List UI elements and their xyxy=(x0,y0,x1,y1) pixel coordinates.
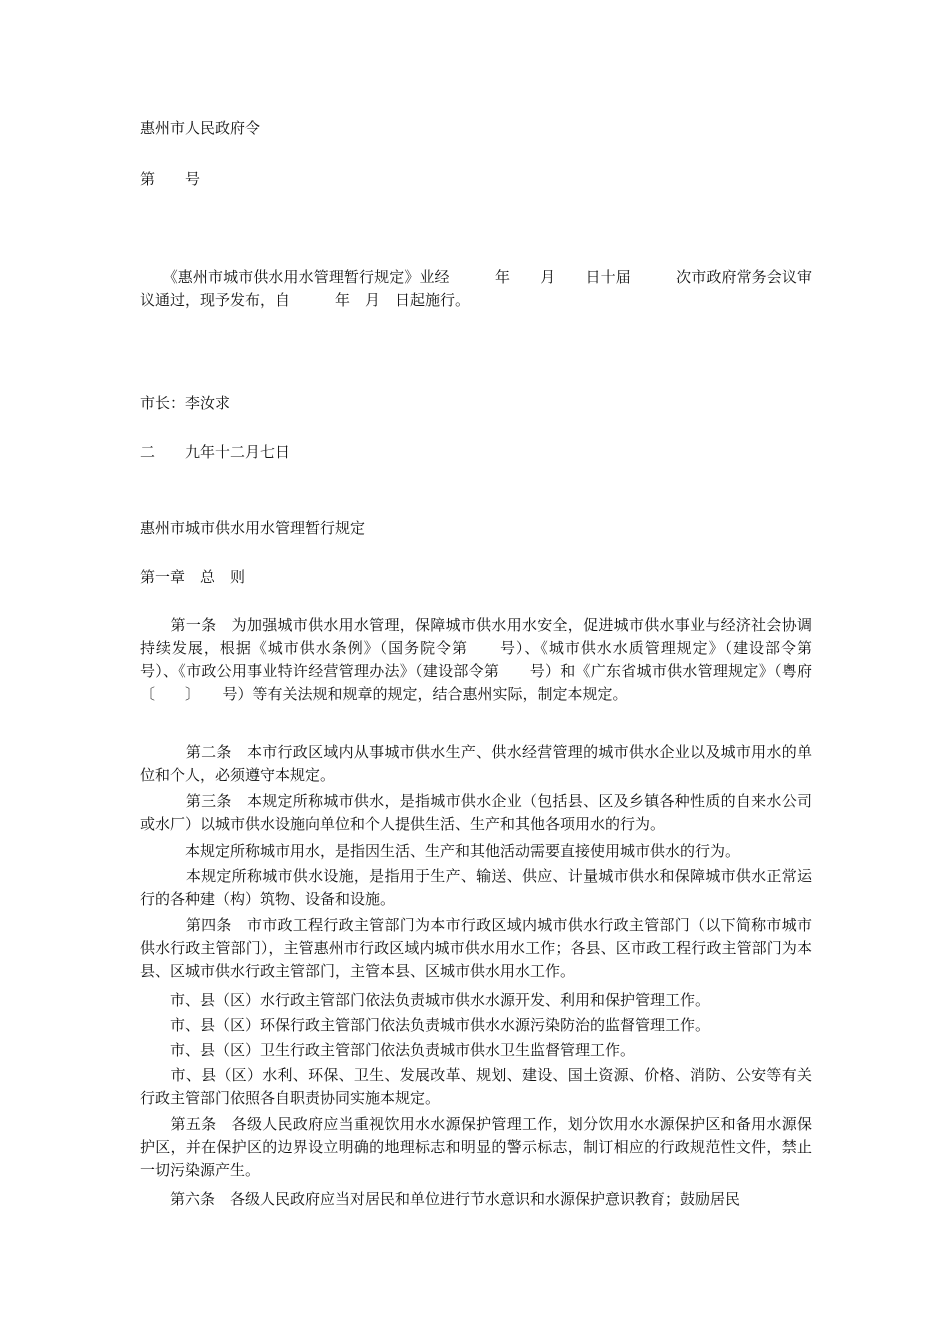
decree-number: 第 号 xyxy=(140,170,201,188)
article-paragraph: 本规定所称城市用水，是指因生活、生产和其他活动需要直接使用城市供水的行为。 xyxy=(140,842,741,860)
regulation-title: 惠州市城市供水用水管理暂行规定 xyxy=(140,519,366,537)
article-paragraph: 第四条 市市政工程行政主管部门为本市行政区域内城市供水行政主管部门（以下简称市城市供水行政主管部门），主管惠州市行政区域内城市供水用水工作；各县、区市政工程行政主管部门为本县、区城市供水行政主管部门，主管本县、区城市供水用水工作。 xyxy=(140,916,812,980)
decree-title: 惠州市人民政府令 xyxy=(140,119,261,137)
article-paragraph: 第二条 本市行政区域内从事城市供水生产、供水经营管理的城市供水企业以及城市用水的单位和个人，必须遵守本规定。 xyxy=(140,743,812,784)
issue-date: 二 九年十二月七日 xyxy=(140,443,291,461)
article-paragraph: 市、县（区）水行政主管部门依法负责城市供水水源开发、利用和保护管理工作。 xyxy=(140,991,711,1009)
mayor-signature: 市长：李汝求 xyxy=(140,394,231,412)
article-paragraph: 第五条 各级人民政府应当重视饮用水水源保护管理工作，划分饮用水水源保护区和备用水源保护区，并在保护区的边界设立明确的地理标志和明显的警示标志，制订相应的行政规范性文件，禁止一切污染源产生。 xyxy=(140,1115,812,1179)
intro-paragraph: 《惠州市城市供水用水管理暂行规定》业经 年 月 日十届 次市政府常务会议审议通过，现予发布，自 年 月 日起施行。 xyxy=(140,268,812,309)
article-paragraph: 本规定所称城市供水设施，是指用于生产、输送、供应、计量城市供水和保障城市供水正常运行的各种建（构）筑物、设备和设施。 xyxy=(140,867,812,908)
article-paragraph: 第三条 本规定所称城市供水，是指城市供水企业（包括县、区及乡镇各种性质的自来水公司或水厂）以城市供水设施向单位和个人提供生活、生产和其他各项用水的行为。 xyxy=(140,792,812,833)
article-paragraph: 第一条 为加强城市供水用水管理，保障城市供水用水安全，促进城市供水事业与经济社会协调持续发展，根据《城市供水条例》（国务院令第 号）、《城市供水水质管理规定》（建设部令第 号）、《市政公用事业特许经营管理办法》（建设部令第 号）和《广东省城市供水管理规定》（粤府〔 〕 号）等有关法规和规章的规定，结合惠州实际，制定本规定。 xyxy=(140,616,843,703)
article-paragraph: 市、县（区）水利、环保、卫生、发展改革、规划、建设、国土资源、价格、消防、公安等有关行政主管部门依照各自职责协同实施本规定。 xyxy=(140,1066,812,1107)
article-paragraph: 第六条 各级人民政府应当对居民和单位进行节水意识和水源保护意识教育；鼓励居民 xyxy=(140,1190,741,1208)
article-paragraph: 市、县（区）卫生行政主管部门依法负责城市供水卫生监督管理工作。 xyxy=(140,1041,636,1059)
chapter-heading: 第一章 总 则 xyxy=(140,568,246,586)
article-paragraph: 市、县（区）环保行政主管部门依法负责城市供水水源污染防治的监督管理工作。 xyxy=(140,1016,711,1034)
